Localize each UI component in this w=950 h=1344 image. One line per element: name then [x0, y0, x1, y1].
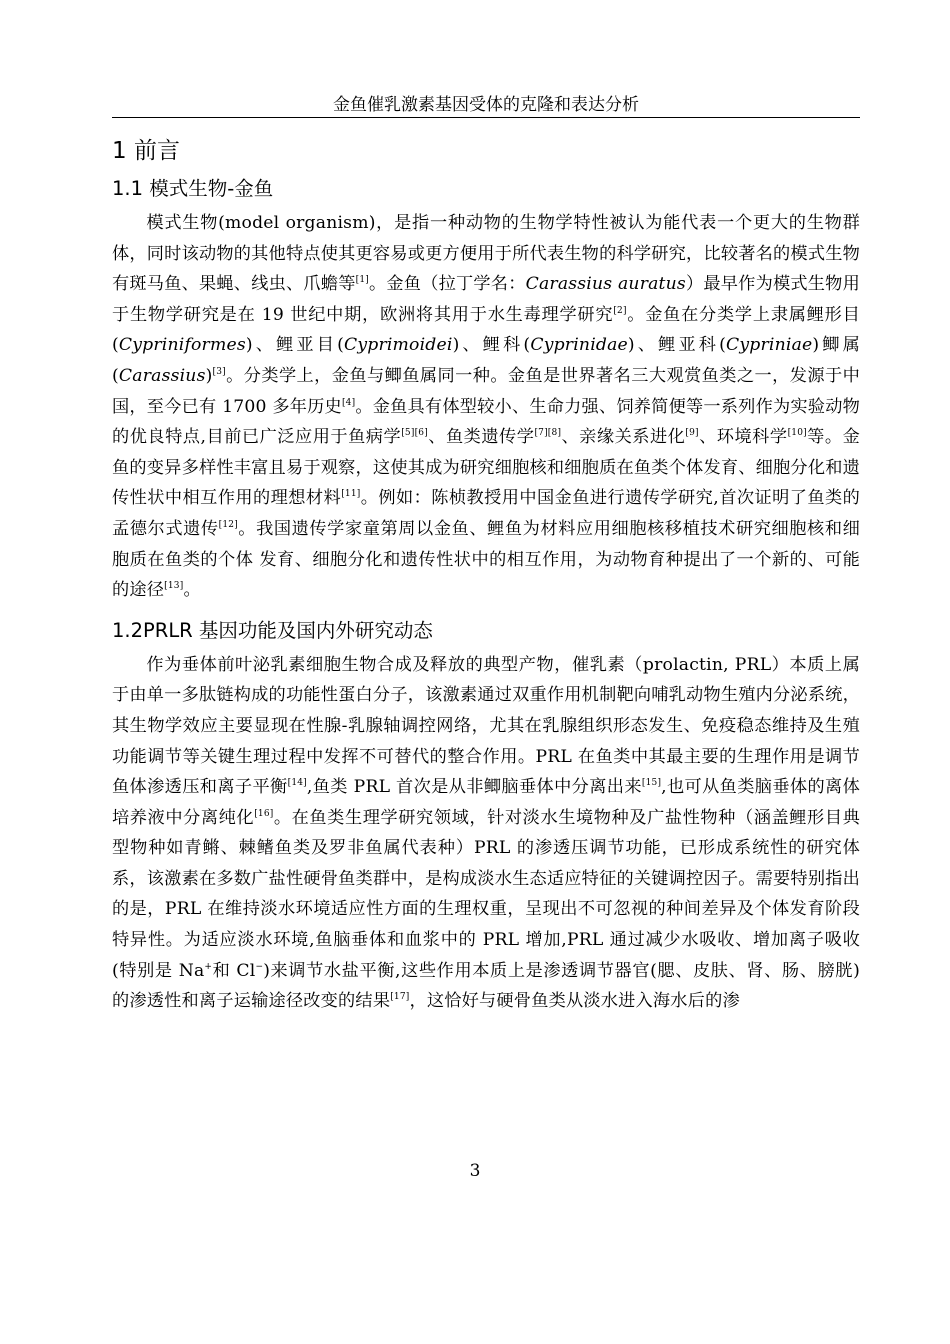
text-run: )、鲤亚目( — [245, 335, 344, 356]
body-content — [112, 134, 860, 1017]
citation: [10] — [787, 428, 807, 439]
citation: [14] — [287, 778, 307, 789]
citation: [9] — [685, 428, 699, 439]
paragraph-model-organism — [112, 208, 860, 606]
text-run: 等。金鱼的变异多样性丰富且易于观察，这使其成为研究细胞核和细胞质在鱼类个体发育、细胞分化和遗传性状中相互作用的理想材料 — [112, 427, 860, 509]
citation: [5][6] — [401, 428, 428, 439]
taxon-family: Cyprinidae — [530, 335, 628, 356]
text-run: )来调节水盐平衡,这些作用本质上是渗透调节器官(腮、皮肤、肾、肠、膀胱)的渗透性和离子运输途径改变的结果 — [112, 960, 860, 1012]
text-run: 、亲缘关系进化 — [561, 427, 686, 448]
text-run: )、鲤科( — [452, 335, 531, 356]
text-run: )、鲤亚科( — [627, 335, 727, 356]
citation: [12] — [218, 519, 238, 530]
text-run: )鲫属( — [112, 335, 860, 386]
page-number: 3 — [469, 1161, 481, 1181]
latin-name: Carassius auratus — [525, 274, 686, 295]
text-run: ）最早作为模式生物用于生物学研究是在 19 世纪中期，欧洲将其用于水生毒理学研究 — [112, 274, 860, 325]
text-run: 。我国遗传学家童第周以金鱼、鲤鱼为材料应用细胞核移植技术研究细胞核和细胞质在鱼类的个体 发育、细胞分化和遗传性状中的相互作用，为动物育种提出了一个新的、可能的途径 — [112, 518, 860, 601]
text-run: ) — [205, 365, 213, 386]
citation: [3] — [212, 366, 226, 377]
taxon-subfamily: Cypriniae — [726, 335, 813, 356]
citation: [11] — [341, 489, 361, 500]
text-run: 。金鱼在分类学上隶属鲤形目( — [112, 304, 860, 356]
paragraph-prlr — [112, 650, 860, 1017]
ion-charge-minus: − — [255, 961, 264, 972]
text-run: ，这恰好与硬骨鱼类从淡水进入海水后的渗 — [409, 991, 740, 1012]
section-heading-intro: 1 前言 — [112, 138, 180, 164]
text-run: 模式生物(model organism)，是指一种动物的生物学特性被认为能代表一个更大的生物群体，同时该动物的其他特点使其更容易或更方便用于所代表生物的科学研究，比较著名的模式生物有斑马鱼、果蝇、线虫、爪蟾等 — [112, 213, 860, 295]
citation: [1] — [355, 275, 369, 286]
text-run: ,鱼类 PRL 首次是从非鲫脑垂体中分离出来 — [306, 777, 642, 798]
citation: [17] — [390, 992, 410, 1003]
running-header: 金鱼催乳激素基因受体的克隆和表达分析 — [333, 95, 639, 115]
text-run: 、鱼类遗传学 — [427, 427, 535, 448]
text-run: 。分类学上，金鱼与鲫鱼属同一种。金鱼是世界著名三大观赏鱼类之一，发源于中国，至今已有 1700 多年历史 — [112, 365, 860, 417]
taxon-genus: Carassius — [118, 365, 206, 386]
citation: [13] — [164, 581, 184, 592]
text-run: 、环境科学 — [698, 427, 788, 448]
text-run: 。金鱼具有体型较小、生命力强、饲养简便等一系列作为实验动物的优良特点,目前已广泛应用于鱼病学 — [112, 396, 860, 448]
header-rule — [112, 117, 860, 118]
citation: [16] — [254, 808, 274, 819]
text-run: ,也可从鱼类脑垂体的离体培养液中分离纯化 — [112, 777, 860, 828]
text-run: 和 Cl — [212, 960, 256, 981]
taxon-suborder: Cyprimoidei — [343, 335, 453, 356]
text-run: 。在鱼类生理学研究领域，针对淡水生境物种及广盐性物种（涵盖鲤形目典型物种如青鳉、棘鳍鱼类及罗非鱼属代表种）PRL 的渗透压调节功能，已形成系统性的研究体系，该激素在多数广盐性硬骨鱼类群中，是构成淡水生态适应特征的关键调控因子。需要特别指出的是，PRL 在维持淡水环境适应性方面的生理权重，呈现出不可忽视的种间差异及个体发育阶段特异性。为适应淡水环境,鱼脑垂体和血浆中的 PRL 增加,PRL 通过减少水吸收、增加离子吸收(特别是 Na — [112, 807, 860, 981]
text-run: 作为垂体前叶泌乳素细胞生物合成及释放的典型产物，催乳素（prolactin, PRL）本质上属于由单一多肽链构成的功能性蛋白分子，该激素通过双重作用机制靶向哺乳动物生殖内分泌系统，其生物学效应主要显现在性腺-乳腺轴调控网络，尤其在乳腺组织形态发生、免疫稳态维持及生殖功能调节等关键生理过程中发挥不可替代的整合作用。PRL 在鱼类中其最主要的生理作用是调节鱼体渗透压和离子平衡 — [112, 654, 860, 798]
subsection-heading-prlr: 1.2PRLR 基因功能及国内外研究动态 — [112, 618, 433, 642]
text-run: 。 — [183, 580, 201, 601]
citation: [2] — [613, 305, 627, 316]
citation: [7][8] — [534, 428, 562, 439]
text-run: 。金鱼（拉丁学名： — [368, 274, 526, 295]
citation: [15] — [641, 778, 662, 789]
subsection-heading-model-organism: 1.1 模式生物-金鱼 — [112, 177, 274, 200]
citation: [4] — [341, 397, 356, 408]
taxon-order: Cypriniformes — [118, 335, 246, 356]
ion-charge-plus: + — [204, 961, 213, 972]
text-run: 。例如：陈桢教授用中国金鱼进行遗传学研究,首次证明了鱼类的孟德尔式遗传 — [112, 488, 860, 539]
